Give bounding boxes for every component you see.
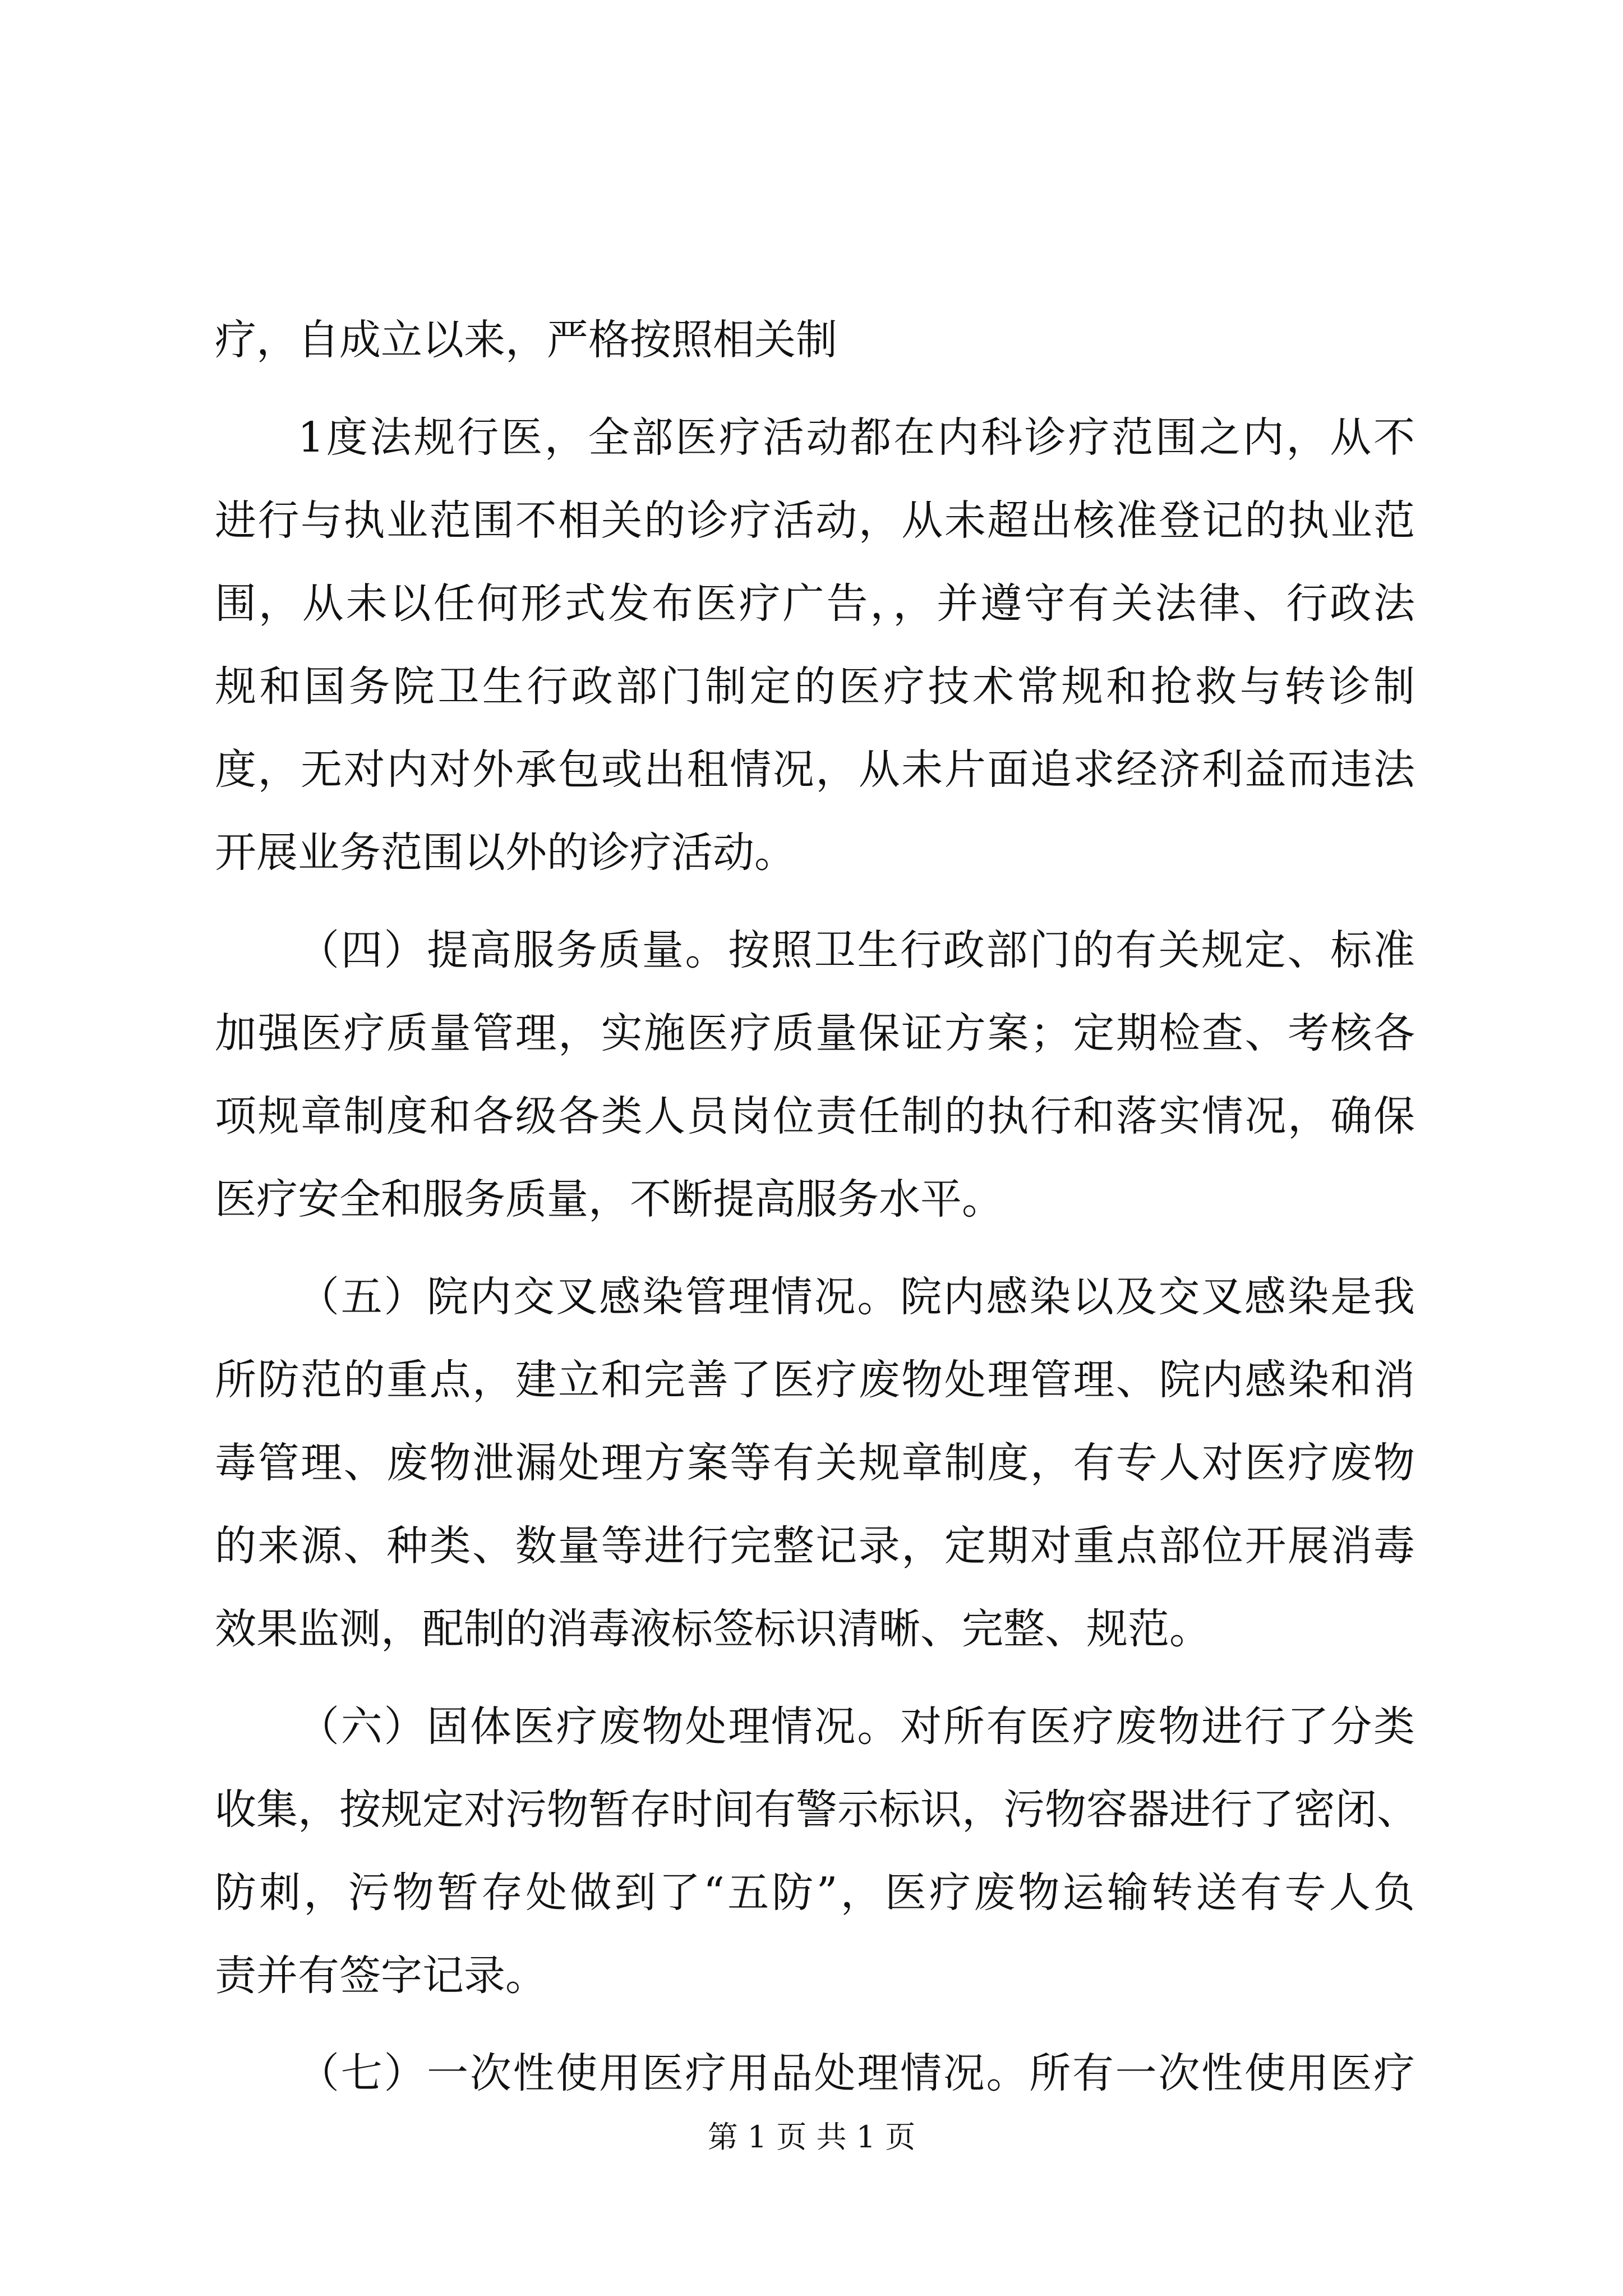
paragraph-line: 的来源、种类、数量等进行完整记录，定期对重点部位开展消毒 [215, 1522, 1415, 1570]
paragraph-line: （四）提高服务质量。按照卫生行政部门的有关规定、标准 [298, 926, 1415, 974]
document-body [215, 298, 1418, 2115]
paragraph-gap [215, 381, 1415, 396]
paragraph-line: 疗，自成立以来，严格按照相关制 [215, 316, 837, 364]
paragraph-line: 开展业务范围以外的诊疗活动。 [215, 829, 796, 877]
paragraph-line: 规和国务院卫生行政部门制定的医疗技术常规和抢救与转诊制 [215, 662, 1415, 711]
paragraph-gap [215, 1671, 1415, 1685]
paragraph-line: （五）院内交叉感染管理情况。院内感染以及交叉感染是我 [298, 1273, 1415, 1321]
paragraph-line: 防刺，污物暂存处做到了“五防”，医疗废物运输转送有专人负 [215, 1869, 1415, 1917]
paragraph-line: 毒管理、废物泄漏处理方案等有关规章制度，有专人对医疗废物 [215, 1439, 1415, 1487]
paragraph-line: 所防范的重点，建立和完善了医疗废物处理管理、院内感染和消 [215, 1356, 1415, 1404]
paragraph-line: （六）固体医疗废物处理情况。对所有医疗废物进行了分类 [298, 1703, 1415, 1751]
paragraph-line: 加强医疗质量管理，实施医疗质量保证方案；定期检查、考核各 [215, 1009, 1415, 1057]
paragraph-line: 医疗安全和服务质量，不断提高服务水平。 [215, 1175, 1003, 1223]
paragraph-line: 度，无对内对外承包或出租情况，从未片面追求经济利益而违法 [215, 746, 1415, 794]
page-number-footer: 第 1 页 共 1 页 [707, 2119, 916, 2155]
paragraph-line: 进行与执业范围不相关的诊疗活动，从未超出核准登记的执业范 [215, 496, 1415, 545]
paragraph-line: 围，从未以任何形式发布医疗广告，，并遵守有关法律、行政法 [215, 579, 1415, 628]
paragraph-line: 1度法规行医，全部医疗活动都在内科诊疗范围之内，从不 [298, 413, 1415, 462]
paragraph-line: （七）一次性使用医疗用品处理情况。所有一次性使用医疗 [298, 2049, 1415, 2097]
paragraph-line: 效果监测，配制的消毒液标签标识清晰、完整、规范。 [215, 1605, 1211, 1653]
paragraph-line: 责并有签字记录。 [215, 1952, 547, 2000]
paragraph-gap [215, 894, 1415, 909]
paragraph-line: 项规章制度和各级各类人员岗位责任制的执行和落实情况，确保 [215, 1092, 1415, 1140]
paragraph-line: 收集，按规定对污物暂存时间有警示标识，污物容器进行了密闭、 [215, 1786, 1418, 1834]
paragraph-gap [215, 1241, 1415, 1255]
paragraph-gap [215, 2017, 1415, 2032]
